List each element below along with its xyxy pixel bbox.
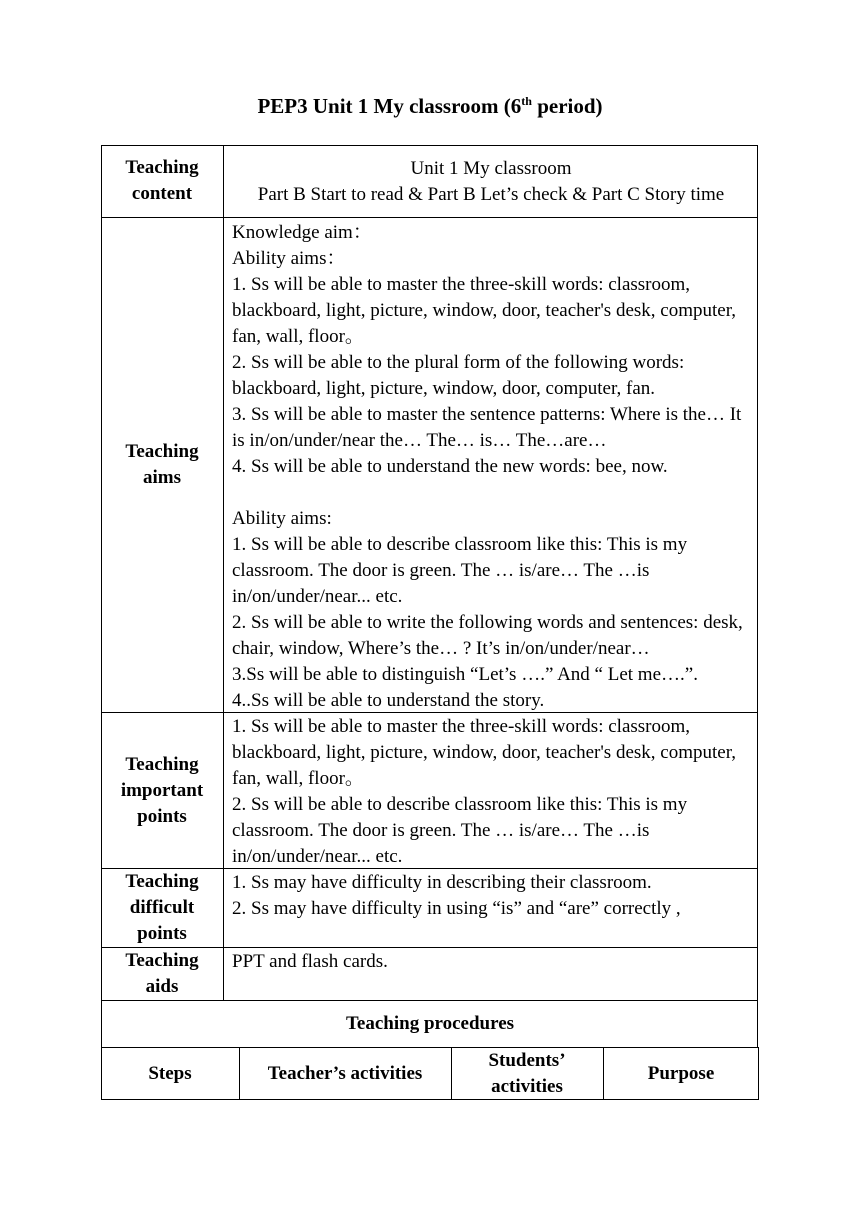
cell-teaching-important-points: 1. Ss will be able to master the three-skill words: classroom, blackboard, light, picture, window, door, teacher's desk, computer, fan, wall, floor。 2. Ss will be able to describe classroom like this: This is my classroom. The door is green. The … is/are… The …is in/on/under/near... etc. xyxy=(232,716,737,867)
row-teaching-content xyxy=(101,145,759,217)
table-border xyxy=(101,712,758,713)
table-border xyxy=(239,1047,240,1100)
cell-teaching-difficult-points: 1. Ss may have difficulty in describing their classroom. 2. Ss may have difficulty in using “is” and “are” correctly , xyxy=(232,872,681,919)
header-steps: Steps xyxy=(148,1063,192,1084)
table-border xyxy=(101,145,758,146)
row-teaching-aims xyxy=(101,218,759,712)
table-border xyxy=(101,1099,759,1100)
table-border xyxy=(101,1047,759,1048)
label-teaching-difficult-points: Teaching difficult points xyxy=(125,871,199,944)
label-teaching-aims: Teaching aims xyxy=(125,441,199,488)
table-border xyxy=(101,868,758,869)
row-teaching-important-points xyxy=(101,713,759,868)
table-border xyxy=(451,1047,452,1100)
table-border xyxy=(757,145,758,1048)
cell-teaching-aims: Knowledge aim： Ability aims： 1. Ss will be able to master the three-skill words: classroom, blackboard, light, picture, window, door, teacher's desk, computer, fan, wall, floor。 2. Ss will be able to the plural form of the following words: blackboard, light, picture, window, door, computer, fan. 3. Ss will be able to master the sentence patterns: Where is the… It is in/on/under/near the… The… is… The…are… 4. Ss will be able to understand the new words: bee, now. Ability aims: 1. Ss will be able to describe classroom like this: This is my classroom. The door is green. The … is/are… The …is in/on/under/near... etc. 2. Ss will be able to write the following words and sentences: desk, chair, window, Where’s the… ? It’s in/on/under/near… 3.Ss will be able to distinguish “Let’s ….” And “ Let me….”. 4..Ss will be able to understand the story. xyxy=(232,222,743,711)
table-border xyxy=(101,145,102,1100)
teaching-procedures-title: Teaching procedures xyxy=(345,1013,515,1034)
table-border xyxy=(758,1047,759,1100)
header-purpose: Purpose xyxy=(647,1063,715,1084)
table-border xyxy=(101,1000,758,1001)
row-teaching-difficult-points xyxy=(101,869,759,947)
cell-teaching-aids: PPT and flash cards. xyxy=(232,951,388,972)
row-teaching-aids xyxy=(101,948,759,1000)
label-teaching-aids: Teaching aids xyxy=(125,950,199,997)
page-title: PEP3 Unit 1 My classroom (6th period) xyxy=(257,94,603,118)
header-teacher-activities: Teacher’s activities xyxy=(267,1063,423,1084)
table-border xyxy=(101,947,758,948)
table-border xyxy=(603,1047,604,1100)
header-students-activities: Students’ activities xyxy=(488,1050,566,1097)
label-teaching-content: Teaching content xyxy=(125,157,199,204)
table-border xyxy=(101,217,758,218)
table-border xyxy=(223,145,224,1001)
cell-teaching-content: Unit 1 My classroom Part B Start to read & Part B Let’s check & Part C Story time xyxy=(257,158,725,205)
label-teaching-important-points: Teaching important points xyxy=(120,753,204,827)
